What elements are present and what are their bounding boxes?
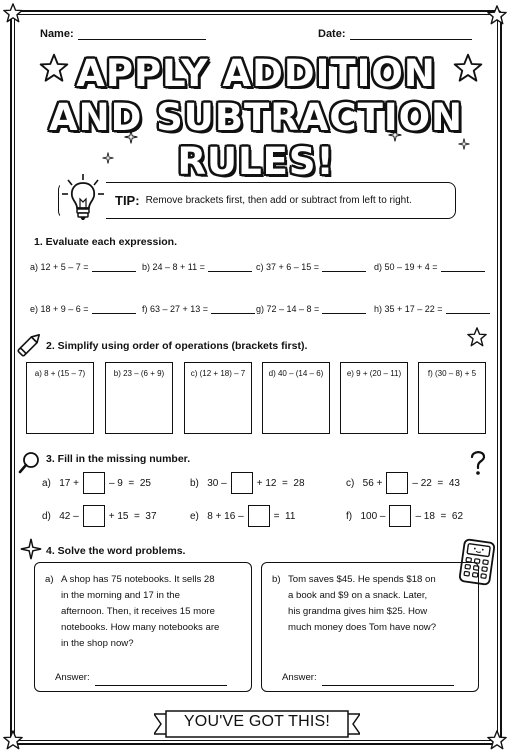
expression-item (256, 262, 366, 272)
tip-label: TIP: (115, 193, 140, 208)
work-box[interactable] (340, 362, 408, 434)
missing-pre: b) 30 – (190, 477, 227, 489)
missing-number-item (42, 505, 157, 527)
problem-letter: b) (272, 574, 281, 585)
expression-text: f) 63 – 27 + 13 = (142, 304, 209, 314)
word-problem-a (34, 562, 252, 692)
missing-post: – 22 = 43 (412, 477, 460, 489)
missing-box[interactable] (231, 472, 253, 494)
answer-label: Answer: (282, 672, 317, 683)
tip-text: Remove brackets first, then add or subtract from left to right. (145, 195, 412, 206)
star-icon (466, 326, 488, 348)
expression-item (30, 304, 136, 314)
missing-number-item (346, 472, 460, 494)
name-line[interactable] (78, 28, 206, 40)
corner-star-icon (486, 4, 508, 26)
answer-blank[interactable] (322, 263, 366, 272)
magnifying-glass-icon (18, 450, 42, 474)
answer-field[interactable] (282, 670, 454, 686)
missing-number-item (190, 472, 305, 494)
problem-line: his grandma gives him $25. How (288, 606, 428, 617)
expression-item (374, 304, 490, 314)
answer-blank[interactable] (92, 305, 136, 314)
expression-text: g) 72 – 14 – 8 = (256, 304, 320, 314)
problem-line: much money does Tom have now? (288, 622, 437, 633)
answer-line[interactable] (95, 676, 227, 686)
section-2-title: 2. Simplify using order of operations (brackets first). (46, 340, 308, 352)
expression-item (30, 262, 136, 272)
problem-line: in the morning and 17 in the (61, 590, 180, 601)
work-box[interactable] (262, 362, 330, 434)
expression-item (256, 304, 366, 314)
word-problem-b (261, 562, 479, 692)
answer-blank[interactable] (441, 263, 485, 272)
box-expression: c) (12 + 18) – 7 (190, 369, 246, 378)
work-box[interactable] (418, 362, 486, 434)
problem-line: Tom saves $45. He spends $18 on (288, 574, 436, 585)
problem-line: notebooks. How many notebooks are (61, 622, 220, 633)
expression-text: a) 12 + 5 – 7 = (30, 262, 89, 272)
missing-box[interactable] (386, 472, 408, 494)
expression-item (142, 262, 252, 272)
answer-blank[interactable] (211, 305, 255, 314)
box-expression: a) 8 + (15 – 7) (34, 369, 86, 378)
answer-line[interactable] (322, 676, 454, 686)
missing-number-item (190, 505, 295, 527)
expression-text: d) 50 – 19 + 4 = (374, 262, 438, 272)
date-label: Date: (318, 28, 346, 40)
missing-number-item (346, 505, 463, 527)
box-expression: b) 23 – (6 + 9) (113, 369, 165, 378)
header (40, 28, 472, 44)
missing-pre: a) 17 + (42, 477, 79, 489)
title-line-2: AND SUBTRACTION (48, 96, 464, 139)
missing-post: – 18 = 62 (415, 510, 464, 522)
corner-star-icon (2, 729, 24, 751)
title-line-1: APPLY ADDITION (76, 52, 436, 95)
answer-blank[interactable] (208, 263, 252, 272)
expression-text: b) 24 – 8 + 11 = (142, 262, 205, 272)
box-expression: d) 40 – (14 – 6) (268, 369, 324, 378)
answer-blank[interactable] (446, 305, 490, 314)
pencil-icon (16, 330, 44, 358)
missing-box[interactable] (389, 505, 411, 527)
lightbulb-icon (60, 172, 106, 224)
name-label: Name: (40, 28, 74, 40)
work-box[interactable] (105, 362, 173, 434)
question-mark-icon (466, 448, 490, 478)
missing-box[interactable] (83, 472, 105, 494)
missing-box[interactable] (83, 505, 105, 527)
expression-text: e) 18 + 9 – 6 = (30, 304, 89, 314)
problem-letter: a) (45, 574, 54, 585)
date-line[interactable] (350, 28, 472, 40)
expression-item (374, 262, 485, 272)
work-box[interactable] (26, 362, 94, 434)
date-field[interactable] (318, 28, 472, 40)
problem-line: afternoon. Then, it receives 15 more (61, 606, 215, 617)
section-4-title: 4. Solve the word problems. (46, 545, 186, 557)
banner-text: YOU'VE GOT THIS! (183, 713, 331, 730)
corner-star-icon (486, 729, 508, 751)
problem-line: in the shop now? (61, 638, 134, 649)
missing-post: – 9 = 25 (108, 477, 151, 489)
sparkle-icon (20, 538, 42, 560)
section-1-title: 1. Evaluate each expression. (34, 236, 177, 248)
expression-text: c) 37 + 6 – 15 = (256, 262, 320, 272)
expression-item (142, 304, 255, 314)
expression-text: h) 35 + 17 – 22 = (374, 304, 443, 314)
missing-pre: f) 100 – (346, 510, 386, 522)
box-expression: e) 9 + (20 – 11) (346, 369, 402, 378)
missing-number-item (42, 472, 151, 494)
answer-blank[interactable] (92, 263, 136, 272)
missing-post: + 12 = 28 (256, 477, 305, 489)
title-line-3: RULES! (177, 140, 335, 183)
box-expression: f) (30 – 8) + 5 (427, 369, 477, 378)
missing-post: = 11 (273, 510, 296, 522)
name-field[interactable] (40, 28, 206, 40)
problem-line: A shop has 75 notebooks. It sells 28 (61, 574, 215, 585)
missing-pre: d) 42 – (42, 510, 79, 522)
corner-star-icon (2, 2, 24, 24)
missing-box[interactable] (248, 505, 270, 527)
answer-field[interactable] (55, 670, 227, 686)
page-title (0, 52, 512, 184)
missing-pre: e) 8 + 16 – (190, 510, 244, 522)
tip-box (58, 182, 456, 219)
answer-blank[interactable] (322, 305, 366, 314)
problem-line: a book and $9 on a snack. Later, (288, 590, 428, 601)
section-3-title: 3. Fill in the missing number. (46, 453, 191, 465)
work-box[interactable] (184, 362, 252, 434)
missing-post: + 15 = 37 (108, 510, 157, 522)
missing-pre: c) 56 + (346, 477, 383, 489)
answer-label: Answer: (55, 672, 90, 683)
